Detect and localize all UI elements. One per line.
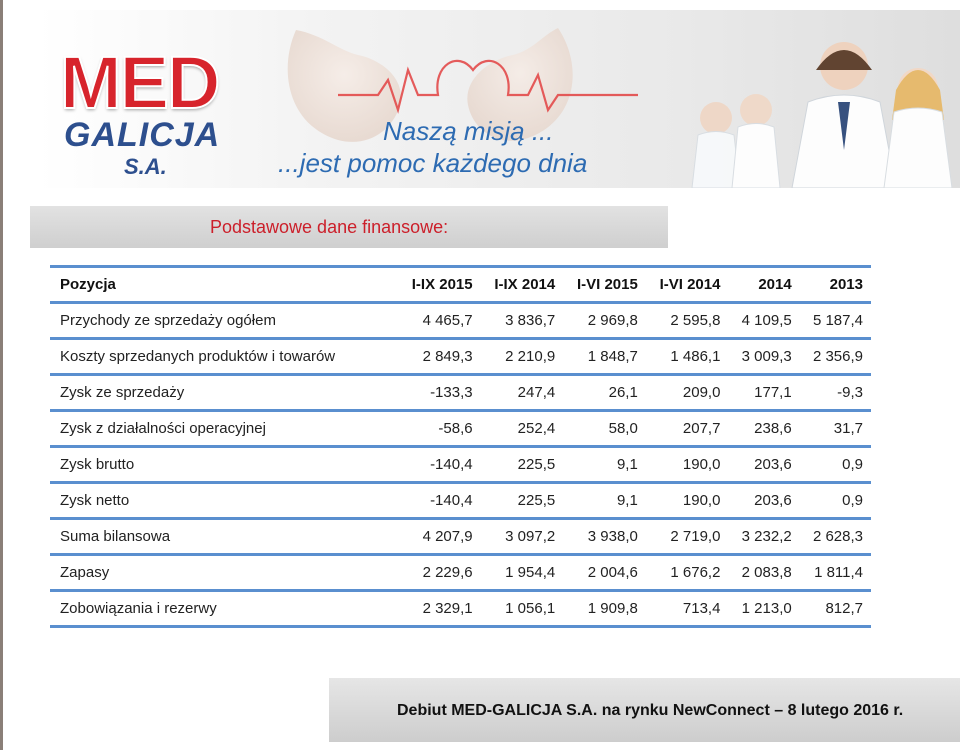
header-banner <box>38 10 960 188</box>
value-cell: 26,1 <box>563 375 646 411</box>
value-cell: 0,9 <box>800 483 871 519</box>
value-cell: 0,9 <box>800 447 871 483</box>
value-cell: 9,1 <box>563 447 646 483</box>
value-cell: 4 109,5 <box>728 303 799 339</box>
table-row <box>50 555 871 591</box>
value-cell: 4 207,9 <box>398 519 481 555</box>
value-cell: 190,0 <box>646 483 729 519</box>
value-cell: 207,7 <box>646 411 729 447</box>
value-cell: 177,1 <box>728 375 799 411</box>
value-cell: 3 097,2 <box>481 519 564 555</box>
value-cell: 247,4 <box>481 375 564 411</box>
value-cell: 3 232,2 <box>728 519 799 555</box>
row-label-cell: Zysk brutto <box>50 447 398 483</box>
value-cell: -133,3 <box>398 375 481 411</box>
value-cell: 3 938,0 <box>563 519 646 555</box>
logo-sa-text: S.A. <box>124 154 167 179</box>
value-cell: 812,7 <box>800 591 871 627</box>
row-label-cell: Suma bilansowa <box>50 519 398 555</box>
value-cell: 209,0 <box>646 375 729 411</box>
value-cell: 1 213,0 <box>728 591 799 627</box>
value-cell: 203,6 <box>728 447 799 483</box>
table-row <box>50 411 871 447</box>
value-cell: -140,4 <box>398 483 481 519</box>
value-cell: 1 486,1 <box>646 339 729 375</box>
logo-med-text: MED <box>60 41 219 124</box>
table-row <box>50 447 871 483</box>
value-cell: -58,6 <box>398 411 481 447</box>
header-cell-i-vi-2015: I-VI 2015 <box>563 267 646 303</box>
value-cell: 2 329,1 <box>398 591 481 627</box>
value-cell: 225,5 <box>481 483 564 519</box>
value-cell: 2 628,3 <box>800 519 871 555</box>
value-cell: 225,5 <box>481 447 564 483</box>
slogan-line-1: Naszą misją ... <box>383 116 554 146</box>
footer-debut-text: Debiut MED-GALICJA S.A. na rynku NewConnect – 8 lutego 2016 r. <box>397 702 904 719</box>
value-cell: 1 909,8 <box>563 591 646 627</box>
value-cell: 1 056,1 <box>481 591 564 627</box>
value-cell: 58,0 <box>563 411 646 447</box>
value-cell: 2 210,9 <box>481 339 564 375</box>
footer-bar <box>329 678 960 742</box>
value-cell: 2 595,8 <box>646 303 729 339</box>
header-cell-2013: 2013 <box>800 267 871 303</box>
value-cell: 1 676,2 <box>646 555 729 591</box>
table-header-row <box>50 267 871 303</box>
value-cell: 2 719,0 <box>646 519 729 555</box>
header-cell-position: Pozycja <box>50 267 398 303</box>
value-cell: 31,7 <box>800 411 871 447</box>
table-row <box>50 591 871 627</box>
slogan-line-2: ...jest pomoc każdego dnia <box>278 148 588 178</box>
value-cell: 713,4 <box>646 591 729 627</box>
value-cell: -140,4 <box>398 447 481 483</box>
value-cell: 3 836,7 <box>481 303 564 339</box>
value-cell: 4 465,7 <box>398 303 481 339</box>
header-cell-i-ix-2014: I-IX 2014 <box>481 267 564 303</box>
value-cell: 3 009,3 <box>728 339 799 375</box>
value-cell: 1 811,4 <box>800 555 871 591</box>
header-cell-i-ix-2015: I-IX 2015 <box>398 267 481 303</box>
row-label-cell: Zysk z działalności operacyjnej <box>50 411 398 447</box>
row-label-cell: Koszty sprzedanych produktów i towarów <box>50 339 398 375</box>
value-cell: -9,3 <box>800 375 871 411</box>
value-cell: 1 954,4 <box>481 555 564 591</box>
value-cell: 9,1 <box>563 483 646 519</box>
table-body <box>50 303 871 627</box>
row-label-cell: Zapasy <box>50 555 398 591</box>
value-cell: 2 356,9 <box>800 339 871 375</box>
financial-data-table <box>50 265 871 628</box>
value-cell: 190,0 <box>646 447 729 483</box>
page-left-border <box>0 0 3 750</box>
table-row <box>50 375 871 411</box>
row-label-cell: Zobowiązania i rezerwy <box>50 591 398 627</box>
value-cell: 5 187,4 <box>800 303 871 339</box>
row-label-cell: Przychody ze sprzedaży ogółem <box>50 303 398 339</box>
header-cell-i-vi-2014: I-VI 2014 <box>646 267 729 303</box>
value-cell: 2 229,6 <box>398 555 481 591</box>
value-cell: 203,6 <box>728 483 799 519</box>
header-cell-2014: 2014 <box>728 267 799 303</box>
table-row <box>50 483 871 519</box>
table-row <box>50 519 871 555</box>
value-cell: 2 083,8 <box>728 555 799 591</box>
section-title: Podstawowe dane finansowe: <box>210 217 449 237</box>
value-cell: 238,6 <box>728 411 799 447</box>
table-row <box>50 339 871 375</box>
row-label-cell: Zysk ze sprzedaży <box>50 375 398 411</box>
table-row <box>50 303 871 339</box>
value-cell: 2 969,8 <box>563 303 646 339</box>
value-cell: 2 849,3 <box>398 339 481 375</box>
row-label-cell: Zysk netto <box>50 483 398 519</box>
value-cell: 1 848,7 <box>563 339 646 375</box>
logo-galicja-text: GALICJA <box>64 116 221 154</box>
section-title-bar <box>30 206 668 248</box>
value-cell: 252,4 <box>481 411 564 447</box>
value-cell: 2 004,6 <box>563 555 646 591</box>
